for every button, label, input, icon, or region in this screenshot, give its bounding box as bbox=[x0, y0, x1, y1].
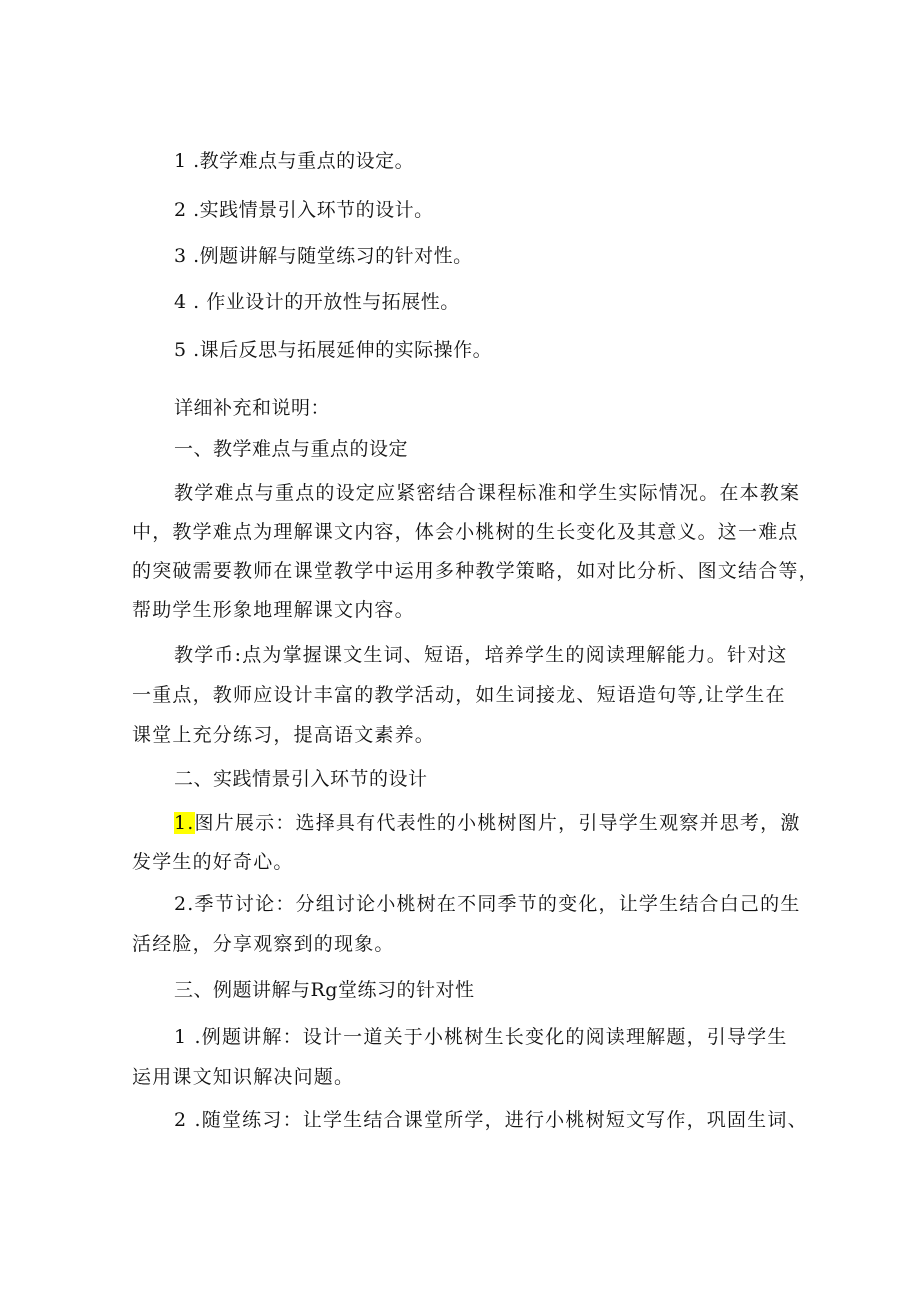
section-3-item-2-line-1: 2 .随堂练习：让学生结合课堂所学，进行小桃树短文写作，巩固生词、 bbox=[174, 1109, 808, 1131]
section-1-paragraph-1-line-3: 的突破需要教师在课堂教学中运用多种教学策略，如对比分析、图文结合等， bbox=[132, 560, 819, 582]
section-1-paragraph-2-line-2: 一重点，教师应设计丰富的教学活动，如生词接龙、短语造句等,让学生在 bbox=[132, 684, 786, 706]
section-3-heading: 三、例题讲解与Rg堂练习的针对性 bbox=[174, 979, 475, 1001]
section-2-item-2-line-1: 2.季节讨论：分组讨论小桃树在不同季节的变化，让学生结合白己的生 bbox=[174, 893, 801, 915]
section-3-item-1-line-2: 运用课文知识解决问题。 bbox=[132, 1066, 355, 1088]
section-1-paragraph-1-line-1: 教学难点与重点的设定应紧密结合课程标准和学生实际情况。在本教案 bbox=[174, 482, 801, 504]
section-1-paragraph-1-line-2: 中，教学难点为理解课文内容，体会小桃树的生长变化及其意义。这一难点 bbox=[132, 521, 799, 543]
section-2-item-1-line-2: 发学生的好奇心。 bbox=[132, 851, 294, 873]
section-1-paragraph-2-line-1: 教学币:点为掌握课文生词、短语，培养学生的阅读理解能力。针对这 bbox=[174, 644, 788, 666]
section-2-item-2-line-2: 活经脸，分享观察到的现象。 bbox=[132, 933, 395, 955]
section-2-heading: 二、实践情景引入环节的设计 bbox=[174, 768, 428, 790]
intro-label: 详细补充和说明： bbox=[174, 397, 331, 419]
outline-item-2: 2 .实践情景引入环节的设计。 bbox=[174, 199, 434, 221]
section-3-item-1-line-1: 1 .例题讲解：设计一道关于小桃树生长变化的阅读理解题，引导学生 bbox=[174, 1026, 788, 1048]
outline-item-1: 1 .教学难点与重点的设定。 bbox=[174, 150, 415, 172]
section-2-item-1-text: 图片展示：选择具有代表性的小桃树图片，引导学生观察并思考，激 bbox=[194, 812, 801, 834]
section-2-item-1-line-1 bbox=[174, 812, 801, 834]
outline-item-5: 5 .课后反思与拓展延伸的实际操作。 bbox=[174, 339, 493, 361]
section-1-paragraph-1-line-4: 帮助学生形象地理解课文内容。 bbox=[132, 599, 415, 621]
highlighted-number: 1. bbox=[174, 812, 195, 834]
outline-item-3: 3 .例题讲解与随堂练习的针对性。 bbox=[174, 245, 473, 267]
outline-item-4: 4 . 作业设计的开放性与拓展性。 bbox=[174, 291, 460, 313]
section-1-paragraph-2-line-3: 课堂上充分练习，提高语文素养。 bbox=[132, 724, 436, 746]
section-1-heading: 一、教学难点与重点的设定 bbox=[174, 438, 409, 460]
